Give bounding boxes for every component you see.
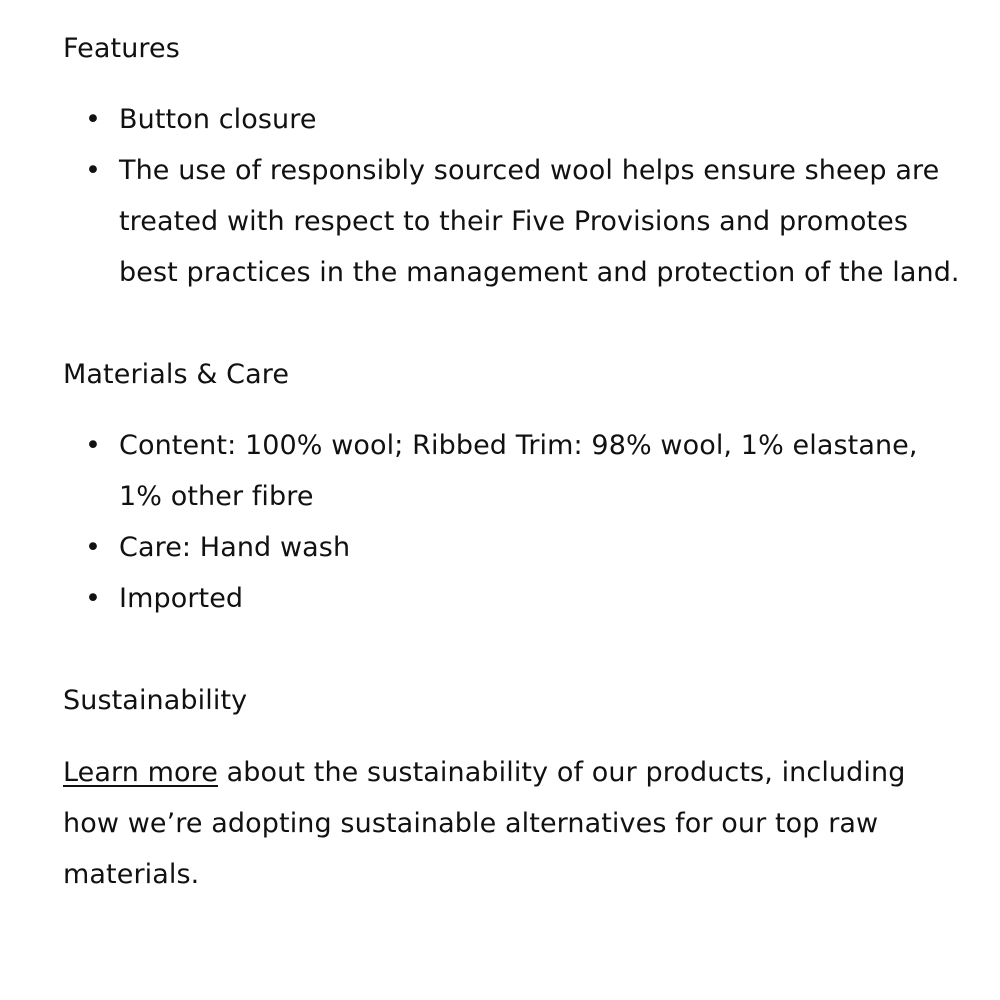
list-item [63, 522, 960, 573]
bullet-icon: • [85, 532, 102, 563]
sustainability-body-text: about the sustainability of our products, including how we’re adopting sustainable alternatives for our top raw materials. [63, 757, 906, 890]
bullet-icon: • [85, 104, 102, 135]
bullet-icon: • [85, 583, 102, 614]
features-heading: Features [63, 33, 180, 64]
learn-more-link[interactable]: Learn more [63, 757, 218, 788]
materials-care-list [63, 420, 960, 624]
bullet-icon: • [85, 155, 102, 186]
features-list [63, 94, 960, 298]
list-item-text: The use of responsibly sourced wool helps ensure sheep are treated with respect to their Five Provisions and promotes best practices in the management and protection of the land. [119, 155, 960, 288]
list-item [63, 145, 960, 298]
list-item [63, 420, 960, 522]
bullet-icon: • [85, 430, 102, 461]
list-item-text: Imported [119, 583, 244, 614]
list-item-text: Care: Hand wash [119, 532, 351, 563]
list-item-text: Button closure [119, 104, 317, 135]
sustainability-heading: Sustainability [63, 685, 248, 716]
materials-care-heading: Materials & Care [63, 359, 290, 390]
list-item-text: Content: 100% wool; Ribbed Trim: 98% wool, 1% elastane, 1% other fibre [119, 430, 918, 512]
list-item [63, 94, 960, 145]
list-item [63, 573, 960, 624]
sustainability-paragraph [63, 747, 960, 900]
